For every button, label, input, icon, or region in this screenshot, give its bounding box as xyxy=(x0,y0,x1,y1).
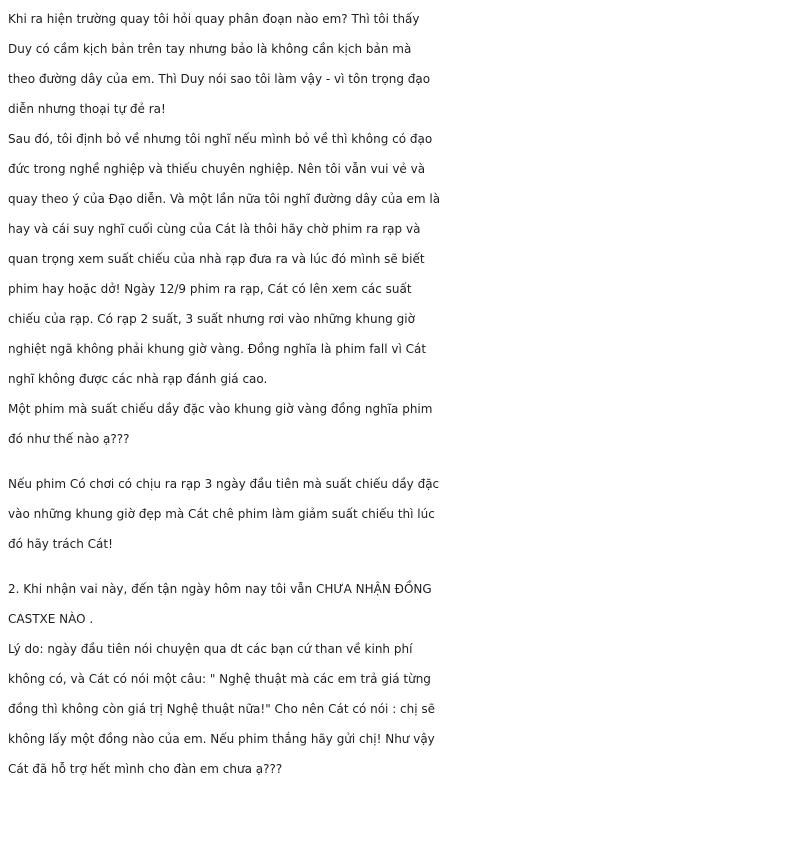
text-line: hay và cái suy nghĩ cuối cùng của Cát là thôi hãy chờ phim ra rạp và xyxy=(8,222,421,236)
text-line: không có, và Cát có nói một câu: " Nghệ thuật mà các em trả giá từng xyxy=(8,672,431,686)
text-line: Nếu phim Có chơi có chịu ra rạp 3 ngày đầu tiên mà suất chiếu dầy đặc xyxy=(8,477,440,491)
text-line: theo đường dây của em. Thì Duy nói sao tôi làm vậy - vì tôn trọng đạo xyxy=(8,72,431,86)
text-line: Cát đã hỗ trợ hết mình cho đàn em chưa ạ??? xyxy=(8,762,283,776)
text-line: Sau đó, tôi định bỏ về nhưng tôi nghĩ nếu mình bỏ về thì không có đạo xyxy=(8,132,433,146)
paragraph-gap xyxy=(8,559,798,574)
text-line: nghĩ không được các nhà rạp đánh giá cao. xyxy=(8,372,268,386)
text-line: chiếu của rạp. Có rạp 2 suất, 3 suất nhưng rơi vào những khung giờ xyxy=(8,312,415,326)
text-line: diễn nhưng thoại tự đẻ ra! xyxy=(8,102,166,116)
text-line: không lấy một đồng nào của em. Nếu phim thắng hãy gửi chị! Như vậy xyxy=(8,732,435,746)
text-line: Khi ra hiện trường quay tôi hỏi quay phân đoạn nào em? Thì tôi thấy xyxy=(8,12,420,26)
text-line: quay theo ý của Đạo diễn. Và một lần nữa tôi nghĩ đường dây của em là xyxy=(8,192,441,206)
text-line: quan trọng xem suất chiếu của nhà rạp đưa ra và lúc đó mình sẽ biết xyxy=(8,252,425,266)
paragraph-gap xyxy=(8,454,798,469)
text-line: 2. Khi nhận vai này, đến tận ngày hôm nay tôi vẫn CHƯA NHẬN ĐỒNG xyxy=(8,582,432,596)
text-line: phim hay hoặc dở! Ngày 12/9 phim ra rạp, Cát có lên xem các suất xyxy=(8,282,412,296)
text-line: vào những khung giờ đẹp mà Cát chê phim làm giảm suất chiếu thì lúc xyxy=(8,507,435,521)
text-line: đó hãy trách Cát! xyxy=(8,537,113,551)
text-line: CASTXE NÀO . xyxy=(8,612,94,626)
text-line: Lý do: ngày đầu tiên nói chuyện qua dt các bạn cứ than về kinh phí xyxy=(8,642,413,656)
text-line: đức trong nghề nghiệp và thiếu chuyên nghiệp. Nên tôi vẫn vui vẻ và xyxy=(8,162,426,176)
paragraph-3 xyxy=(8,574,798,784)
text-line: Duy có cầm kịch bản trên tay nhưng bảo là không cần kịch bản mà xyxy=(8,42,412,56)
text-line: đồng thì không còn giá trị Nghệ thuật nữa!" Cho nên Cát có nói : chị sẽ xyxy=(8,702,436,716)
paragraph-1 xyxy=(8,4,798,454)
post-text xyxy=(8,4,798,784)
text-line: nghiệt ngã không phải khung giờ vàng. Đồng nghĩa là phim fall vì Cát xyxy=(8,342,427,356)
text-line: đó như thế nào ạ??? xyxy=(8,432,130,446)
paragraph-2 xyxy=(8,469,798,559)
text-line: Một phim mà suất chiếu dầy đặc vào khung giờ vàng đồng nghĩa phim xyxy=(8,402,433,416)
